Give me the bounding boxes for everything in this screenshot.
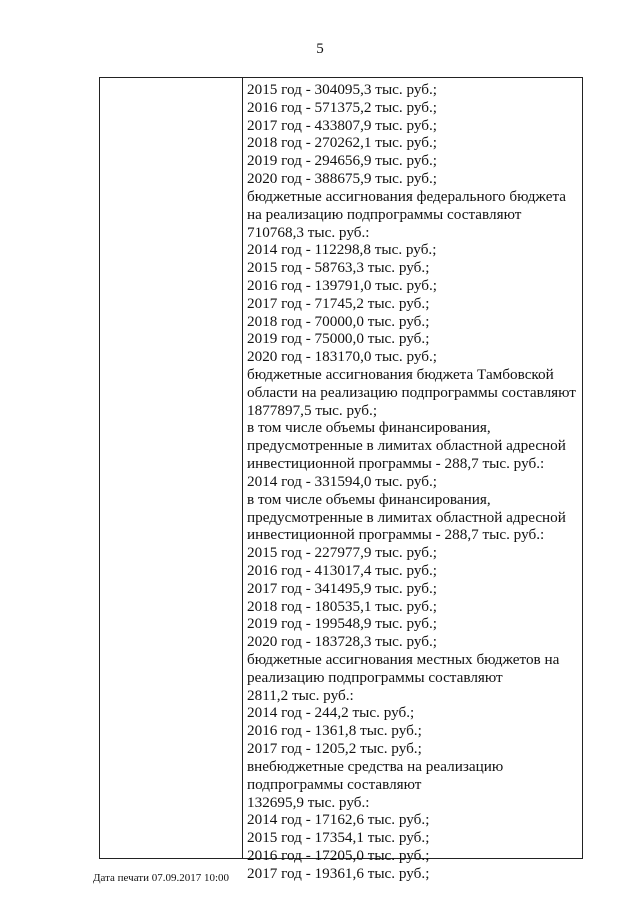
text-line: 2019 год - 75000,0 тыс. руб.; <box>247 330 430 348</box>
text-line: области на реализацию подпрограммы составляют <box>247 383 576 401</box>
text-line: инвестиционной программы - 288,7 тыс. руб.: <box>247 526 545 544</box>
text-line: 2018 год - 70000,0 тыс. руб.; <box>247 312 430 330</box>
text-line: 2014 год - 244,2 тыс. руб.; <box>247 704 415 722</box>
text-line: 2016 год - 413017,4 тыс. руб.; <box>247 561 438 579</box>
text-line: внебюджетные средства на реализацию <box>247 757 504 775</box>
text-line: бюджетные ассигнования бюджета Тамбовской <box>247 366 554 383</box>
text-line: в том числе объемы финансирования, <box>247 490 491 508</box>
text-line: 2015 год - 304095,3 тыс. руб.; <box>247 81 438 98</box>
column-divider <box>242 78 243 858</box>
text-line: 2014 год - 331594,0 тыс. руб.; <box>247 472 438 490</box>
text-line: 2016 год - 17205,0 тыс. руб.; <box>247 846 430 864</box>
text-line: 2017 год - 71745,2 тыс. руб.; <box>247 294 430 312</box>
text-line: предусмотренные в лимитах областной адресной <box>247 437 566 455</box>
text-line: в том числе объемы финансирования, <box>247 419 491 437</box>
text-line: 2020 год - 183170,0 тыс. руб.; <box>247 348 438 366</box>
print-date: Дата печати 07.09.2017 10:00 <box>93 872 230 884</box>
text-line: 2020 год - 183728,3 тыс. руб.; <box>247 633 438 651</box>
text-line: предусмотренные в лимитах областной адресной <box>247 508 566 526</box>
page-number: 5 <box>316 41 324 57</box>
text-line: бюджетные ассигнования местных бюджетов на <box>247 651 560 668</box>
text-line: 2015 год - 227977,9 тыс. руб.; <box>247 544 438 562</box>
text-line: реализацию подпрограммы составляют <box>247 668 503 686</box>
text-line: 2017 год - 19361,6 тыс. руб.; <box>247 864 430 882</box>
text-line: 2018 год - 180535,1 тыс. руб.; <box>247 597 438 615</box>
text-line: на реализацию подпрограммы составляют <box>247 205 522 223</box>
text-line: 2811,2 тыс. руб.: <box>247 686 354 704</box>
text-line: подпрограммы составляют <box>247 775 422 793</box>
text-line: 2015 год - 58763,3 тыс. руб.; <box>247 259 430 277</box>
funding-text-column <box>247 81 578 883</box>
text-line: 2017 год - 341495,9 тыс. руб.; <box>247 579 438 597</box>
text-line: 2016 год - 139791,0 тыс. руб.; <box>247 276 438 294</box>
text-line: 2018 год - 270262,1 тыс. руб.; <box>247 134 438 152</box>
text-line: 2019 год - 294656,9 тыс. руб.; <box>247 152 438 170</box>
text-line: 710768,3 тыс. руб.: <box>247 223 370 241</box>
text-line: 2020 год - 388675,9 тыс. руб.; <box>247 170 438 188</box>
text-line: 2014 год - 17162,6 тыс. руб.; <box>247 811 430 829</box>
text-line: инвестиционной программы - 288,7 тыс. руб.: <box>247 455 545 473</box>
text-line: 2016 год - 1361,8 тыс. руб.; <box>247 722 422 740</box>
text-line: 2019 год - 199548,9 тыс. руб.; <box>247 615 438 633</box>
text-line: 132695,9 тыс. руб.: <box>247 793 370 811</box>
text-line: 2015 год - 17354,1 тыс. руб.; <box>247 829 430 847</box>
text-line: 2016 год - 571375,2 тыс. руб.; <box>247 98 438 116</box>
text-line: бюджетные ассигнования федерального бюджета <box>247 187 567 205</box>
text-line: 1877897,5 тыс. руб.; <box>247 401 378 419</box>
text-line: 2014 год - 112298,8 тыс. руб.; <box>247 241 437 259</box>
text-line: 2017 год - 433807,9 тыс. руб.; <box>247 116 438 134</box>
text-line: 2017 год - 1205,2 тыс. руб.; <box>247 740 422 758</box>
